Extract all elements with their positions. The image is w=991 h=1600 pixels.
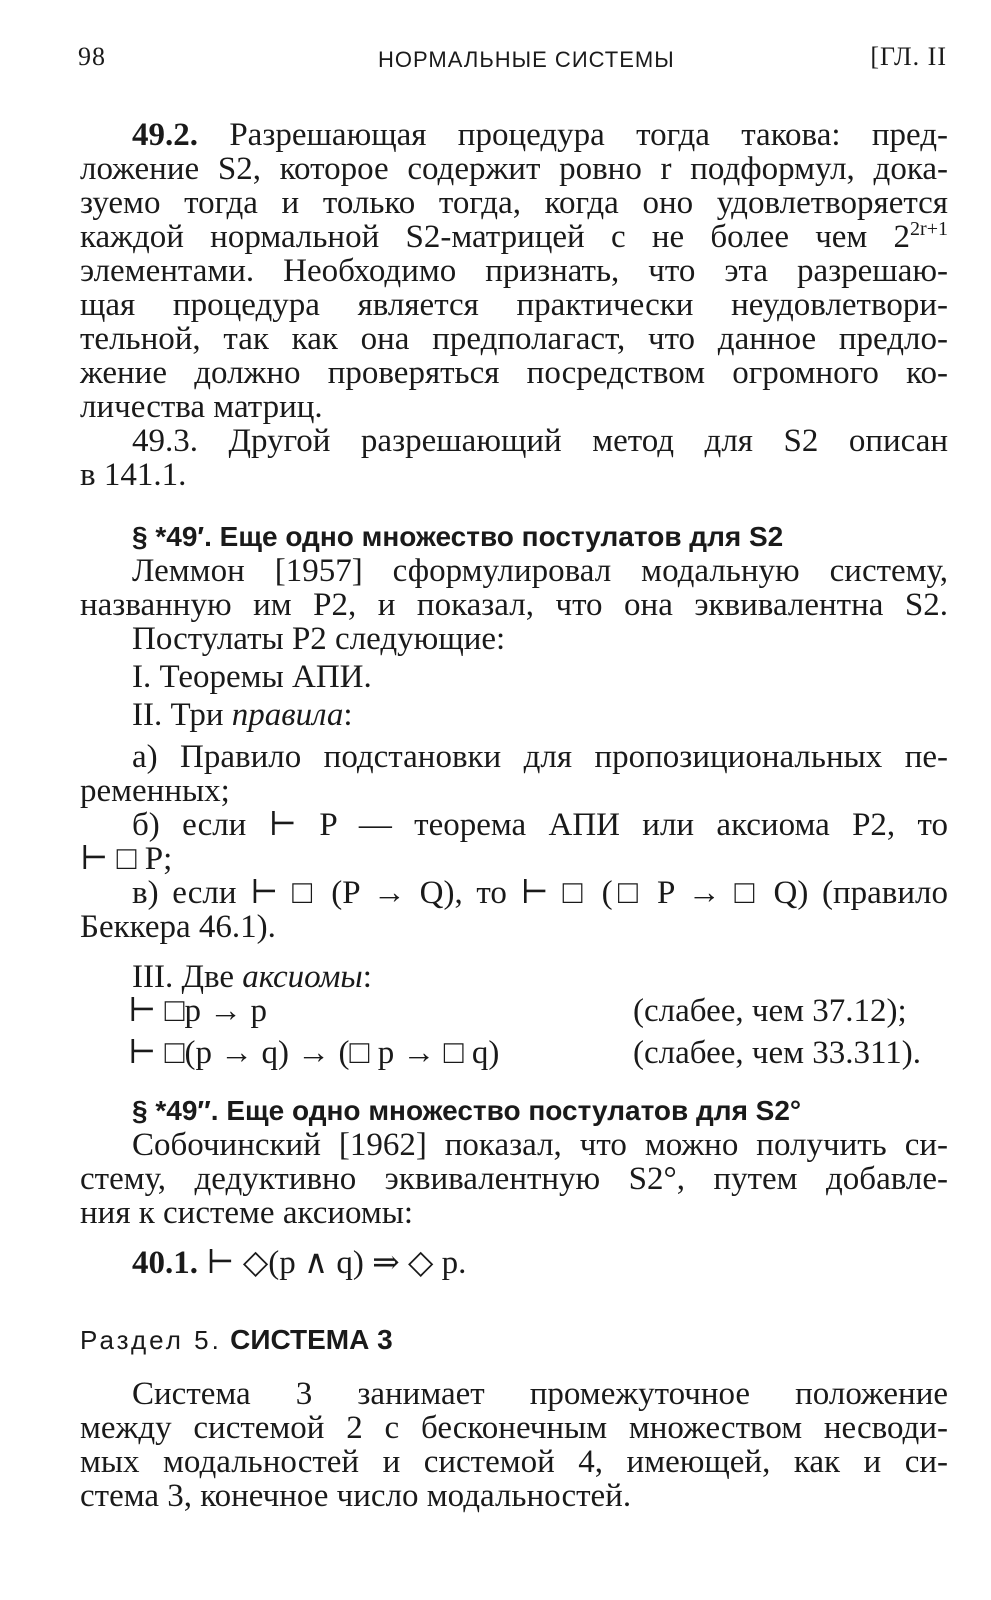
axiom-comment: (слабее, чем 37.12); <box>633 993 907 1029</box>
section-heading: § *49′. Еще одно множество постулатов для S2 <box>132 521 784 552</box>
text-line: стема 3, конечное число модальностей. <box>80 1478 632 1514</box>
rule-a: а) Правило подстановки для пропозициональных пе- <box>132 739 948 775</box>
postulate-2: II. Три правила: <box>132 697 353 733</box>
section-5-heading: Раздел 5. СИСТЕМА 3 <box>80 1324 393 1355</box>
text-line: 49.2. Разрешающая процедура тогда такова: пред- <box>132 117 948 153</box>
axiom-formula: ⊢ □(p → q) → (□ p → □ q) <box>128 1035 500 1071</box>
postulate-3: III. Две аксиомы: <box>132 959 372 995</box>
exponent: 2r+1 <box>910 218 948 240</box>
item-number: 49.2. <box>132 117 198 153</box>
paragraph-49-2 <box>80 118 948 424</box>
text-line: Беккера 46.1). <box>80 909 276 945</box>
text-line: жение должно проверяться посредством огромного ко- <box>80 355 948 391</box>
text-line: ⊢ □ P; <box>80 841 173 877</box>
axiom-row-2 <box>128 1036 948 1076</box>
text-line: щая процедура является практически неудовлетвори- <box>80 287 948 323</box>
text-line: между системой 2 с бесконечным множеством несводи- <box>80 1410 948 1446</box>
section-5 <box>80 1322 948 1513</box>
text-line: ния к системе аксиомы: <box>80 1195 414 1231</box>
text-line: стему, дедуктивно эквивалентную S2°, путем добавле- <box>80 1161 948 1197</box>
page-number: 98 <box>78 42 106 71</box>
axiom-row-1 <box>128 994 948 1034</box>
rule-v: в) если ⊢ □ (P → Q), то ⊢ □ (□ P → □ Q) (правило <box>132 875 948 911</box>
rule-b: б) если ⊢ P — теорема АПИ или аксиома P2, то <box>132 807 948 843</box>
section-49-prime <box>80 520 948 994</box>
section-49-double-prime <box>80 1094 948 1280</box>
text-line: Леммон [1957] сформулировал модальную систему, <box>132 553 948 589</box>
axiom-formula: ⊢ □p → p <box>128 993 268 1029</box>
text-line: 49.3. Другой разрешающий метод для S2 описан <box>132 423 948 459</box>
axiom-40-1: 40.1. ⊢ ◇(p ∧ q) ⇒ ◇ p. <box>132 1245 467 1281</box>
text-line: в 141.1. <box>80 457 187 493</box>
postulate-1: I. Теоремы АПИ. <box>132 659 372 695</box>
text-line: ложение S2, которое содержит ровно r подформул, дока- <box>80 151 948 187</box>
text-line: Система 3 занимает промежуточное положение <box>132 1376 948 1412</box>
text-line: Постулаты P2 следующие: <box>132 621 506 657</box>
running-header <box>78 40 947 74</box>
text-line: личества матриц. <box>80 389 323 425</box>
text-line: зуемо тогда и только тогда, когда оно удовлетворяется <box>80 185 948 221</box>
text-line: тельной, так как она предполагаст, что данное предло- <box>80 321 948 357</box>
axiom-comment: (слабее, чем 33.311). <box>633 1035 922 1071</box>
text-line: ременных; <box>80 773 230 809</box>
item-number: 40.1. <box>132 1245 198 1281</box>
section-heading: § *49″. Еще одно множество постулатов для S2° <box>132 1095 802 1126</box>
text-line: мых модальностей и системой 4, имеющей, как и си- <box>80 1444 948 1480</box>
running-title: НОРМАЛЬНЫЕ СИСТЕМЫ <box>378 47 675 72</box>
text-line: элементами. Необходимо признать, что эта разрешаю- <box>80 253 948 289</box>
text-line: названную им P2, и показал, что она эквивалентна S2. <box>80 587 948 623</box>
chapter-marker: [ГЛ. II <box>870 42 947 71</box>
paragraph-49-3 <box>80 424 948 492</box>
text-line: каждой нормальной S2-матрицей с не более чем $2^{2r+1}$ <box>80 218 948 255</box>
text-line: Собочинский [1962] показал, что можно получить си- <box>132 1127 948 1163</box>
